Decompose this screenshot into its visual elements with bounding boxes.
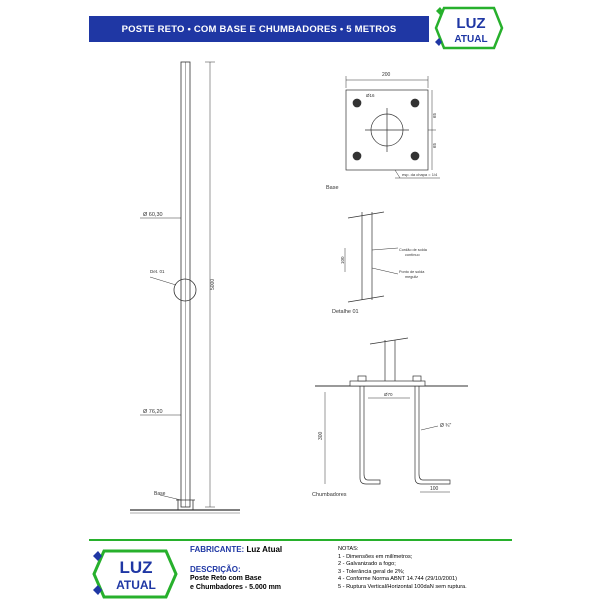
svg-text:LUZ: LUZ bbox=[119, 558, 153, 577]
base-width: 200 bbox=[382, 72, 391, 78]
description-label: DESCRIÇÃO: bbox=[190, 565, 241, 574]
weld-note-2b: meguliz bbox=[405, 275, 419, 279]
note-item: 3 - Tolerância geral de 2%; bbox=[338, 568, 405, 575]
pole-height: 5000 bbox=[210, 278, 216, 290]
description-line-1: Poste Reto com Base bbox=[190, 575, 262, 582]
anchor-center-diameter: Ø70 bbox=[384, 392, 393, 397]
weld-note-2: Ponto de solda bbox=[399, 270, 425, 274]
note-item: 4 - Conforme Norma ABNT 14.744 (29/10/2001) bbox=[338, 576, 457, 582]
detail-caption: Detalhe 01 bbox=[332, 309, 359, 315]
luz-atual-logo-footer bbox=[92, 548, 178, 600]
anchor-bolt-diameter: Ø ¾" bbox=[440, 423, 452, 429]
pole-diameter-bottom: Ø 76,20 bbox=[143, 409, 163, 415]
base-hole: Ø16 bbox=[366, 93, 375, 98]
svg-text:LUZ: LUZ bbox=[456, 15, 486, 32]
detail-dim: 100 bbox=[340, 256, 345, 264]
pole-base-label: Base bbox=[154, 491, 166, 497]
note-item: 2 - Galvanizado a fogo; bbox=[338, 561, 396, 567]
base-thickness: esp. da chapa = 1/4 bbox=[402, 172, 438, 177]
manufacturer-label: FABRICANTE: bbox=[190, 545, 245, 554]
base-caption: Base bbox=[326, 185, 339, 191]
footer-divider bbox=[89, 539, 512, 541]
svg-text:ATUAL: ATUAL bbox=[116, 578, 156, 592]
manufacturer-value: Luz Atual bbox=[246, 545, 283, 554]
pole-diameter-top: Ø 60,30 bbox=[143, 212, 163, 218]
note-item: 1 - Dimensões em milímetros; bbox=[338, 553, 413, 560]
manufacturer bbox=[190, 545, 282, 554]
page-title: POSTE RETO • COM BASE E CHUMBADORES • 5 METROS bbox=[89, 16, 429, 42]
base-dim-1: 65 bbox=[432, 112, 437, 118]
anchor-foot-length: 100 bbox=[430, 486, 439, 492]
weld-note-1b: contínuo bbox=[405, 253, 420, 257]
description-line-2: e Chumbadores - 5.000 mm bbox=[190, 584, 282, 591]
base-dim-2: 65 bbox=[432, 142, 437, 148]
svg-text:ATUAL: ATUAL bbox=[454, 34, 488, 45]
notes-title: NOTAS: bbox=[338, 546, 359, 552]
weld-note-1: Cordão de solda bbox=[399, 248, 427, 252]
notes-block bbox=[338, 546, 467, 591]
anchor-caption: Chumbadores bbox=[312, 492, 347, 498]
note-item: 5 - Ruptura Vertical/Horizontal 100daN sem ruptura. bbox=[338, 583, 467, 590]
anchor-height: 300 bbox=[318, 431, 324, 440]
detail-ref: Det. 01 bbox=[150, 269, 165, 274]
